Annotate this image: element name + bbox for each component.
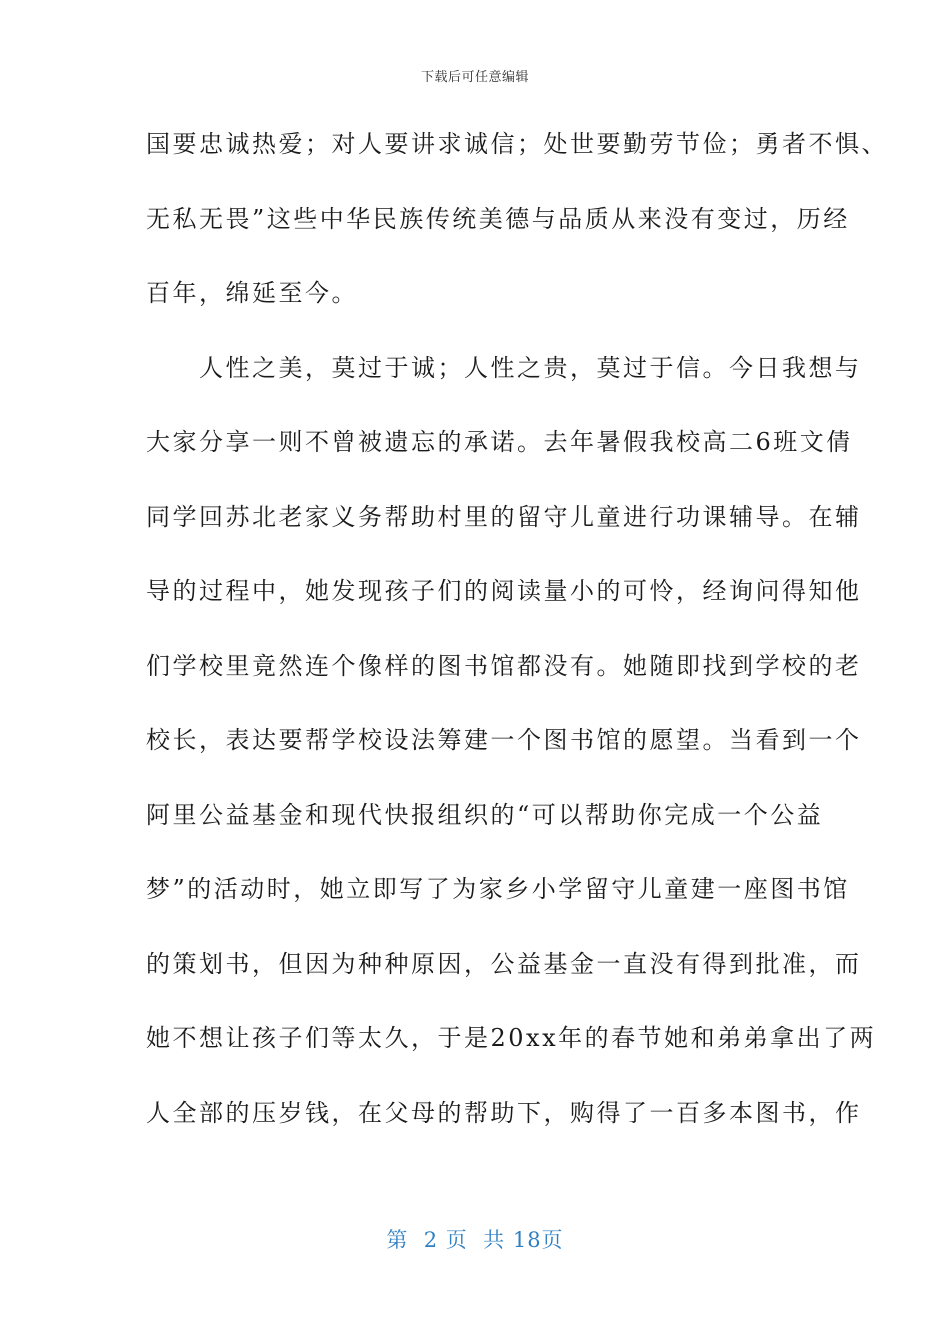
page-footer	[0, 1224, 950, 1254]
text-line: 导的过程中，她发现孩子们的阅读量小的可怜，经询问得知他	[146, 577, 862, 605]
body-text	[146, 122, 888, 1165]
text-line: 们学校里竟然连个像样的图书馆都没有。她随即找到学校的老	[146, 651, 862, 680]
text-line: 人性之美，莫过于诚；人性之贵，莫过于信。今日我想与	[146, 353, 862, 382]
text-line: 国要忠诚热爱；对人要讲求诚信；处世要勤劳节俭；勇者不惧、	[146, 130, 888, 158]
text-line: 无私无畏”这些中华民族传统美德与品质从来没有变过，历经	[146, 204, 850, 233]
text-line: 校长，表达要帮学校设法筹建一个图书馆的愿望。当看到一个	[146, 726, 862, 754]
header-note: 下载后可任意编辑	[420, 70, 529, 85]
text-line: 她不想让孩子们等太久，于是20xx年的春节她和弟弟拿出了两	[146, 1024, 877, 1052]
text-line: 人全部的压岁钱，在父母的帮助下，购得了一百多本图书，作	[146, 1098, 862, 1127]
text-line: 同学回苏北老家义务帮助村里的留守儿童进行功课辅导。在辅	[146, 502, 862, 531]
text-line: 的策划书，但因为种种原因，公益基金一直没有得到批准，而	[146, 949, 862, 978]
text-line: 大家分享一则不曾被遗忘的承诺。去年暑假我校高二6班文倩	[146, 428, 853, 456]
text-line: 阿里公益基金和现代快报组织的“可以帮助你完成一个公益	[146, 800, 824, 829]
page-number-label: 第 2 页 共 18页	[386, 1228, 564, 1252]
text-line: 梦”的活动时，她立即写了为家乡小学留守儿童建一座图书馆	[146, 875, 850, 903]
text-line: 百年，绵延至今。	[146, 279, 358, 307]
